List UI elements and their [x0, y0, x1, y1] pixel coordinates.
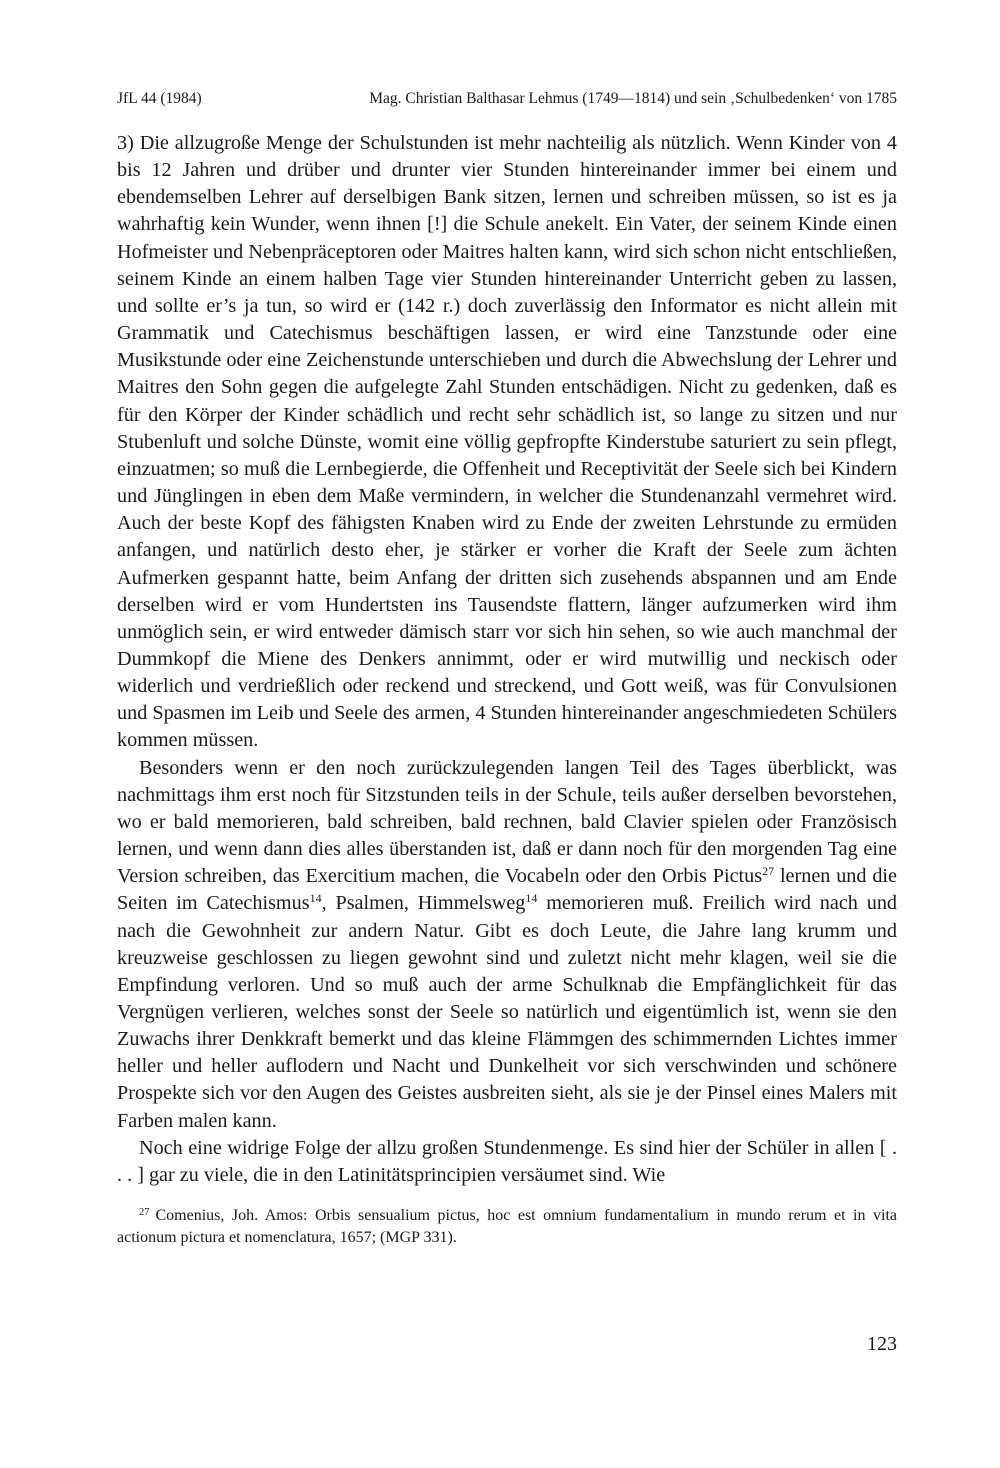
- paragraph-text: 3) Die allzugroße Menge der Schulstunden ist mehr nachteilig als nützlich. Wenn Kinder von 4 bis 12 Jahren und drüber und drunter vier Stunden hintereinander immer bei einem und ebendemselben Lehrer auf derselbigen Bank sitzen, lernen und schreiben müssen, so ist es ja wahrhaftig kein Wunder, wenn ihnen [!] die Schule anekelt. Ein Vater, der seinem Kinde einen Hofmeister und Nebenpräceptoren oder Maitres halten kann, wird sich schon nicht entschließen, seinem Kinde an einem halben Tage vier Stunden hintereinander Unterricht geben zu lassen, und sollte er’s ja tun, so wird er (142 r.) doch zuverlässig den Informator es nicht allein mit Grammatik und Catechismus beschäftigen lassen, er wird eine Tanzstunde oder eine Musikstunde oder eine Zeichenstunde unterschieben und durch die Abwechslung der Lehrer und Maitres den Sohn gegen die aufgelegte Zahl Stunden entschädigen. Nicht zu gedenken, daß es für den Körper der Kinder schädlich und recht sehr schädlich ist, so lange zu sitzen und nur Stubenluft und solche Dünste, womit eine völlig gepfropfte Kinderstube saturiert zu sein pflegt, einzuatmen; so muß die Lernbegierde, die Offenheit und Receptivität der Seele sich bei Kindern und Jünglingen in eben dem Maße vermindern, in welcher die Stundenanzahl vermehret wird. Auch der beste Kopf des fähigsten Knaben wird zu Ende der zweiten Lehrstunde zu ermüden anfangen, und natürlich desto eher, je stärker er vorher die Kraft der Seele zum ächten Aufmerken gespannt hatte, beim Anfang der dritten sich zusehends abspannen und am Ende derselben wird er vom Hundertsten ins Tausendste flattern, länger aufzumerken wird ihm unmöglich sein, er wird entweder dämisch starr vor sich hin sehen, so wie auch manchmal der Dummkopf die Miene des Denkers annimmt, oder er wird mutwillig und neckisch oder widerlich und verdrießlich oder reckend und streckend, und Gott weiß, was für Convulsionen und Spasmen im Leib und Seele des armen, 4 Stunden hintereinander angeschmiedeten Schülers kommen müssen.: [117, 132, 897, 752]
- running-head-title: Mag. Christian Balthasar Lehmus (1749—1814) und sein ‚Schulbedenken‘ von 1785: [369, 90, 897, 107]
- body-text: [117, 130, 897, 1189]
- footnote: [117, 1205, 897, 1248]
- paragraph-text: , Psalmen, Himmelsweg: [321, 892, 526, 915]
- paragraph-text: Besonders wenn er den noch zurückzulegenden langen Teil des Tages überblickt, was nachmittags ihm erst noch für Sitzstunden teils in der Schule, teils außer derselben bevorstehen, wo er bald memorieren, bald schreiben, bald rechnen, bald Clavier spielen oder Französisch lernen, und wenn dann dies alles überstanden ist, daß er dann noch für den morgenden Tag eine Version schreiben, das Exercitium machen, die Vocabeln oder den Orbis Pictus: [117, 756, 897, 888]
- body-paragraph: [117, 130, 897, 755]
- footnote-text: Comenius, Joh. Amos: Orbis sensualium pictus, hoc est omnium fundamentalium in mundo rerum et in vita actionum pictura et nomenclatura, 1657; (MGP 331).: [117, 1207, 897, 1246]
- page-number: 123: [867, 1333, 897, 1355]
- footnote-reference: 14: [525, 891, 538, 906]
- paragraph-text: Noch eine widrige Folge der allzu großen Stundenmenge. Es sind hier der Schüler in allen [ . . . ] gar zu viele, die in den Latinitätsprincipien versäumet sind. Wie: [117, 1136, 897, 1186]
- paragraph-text: lernen und die Seiten im Catechismus: [117, 865, 897, 915]
- body-paragraph: [117, 1135, 897, 1189]
- footnote-reference: 14: [309, 891, 322, 906]
- running-head: [117, 88, 897, 110]
- paragraph-text: memorieren muß. Freilich wird nach und nach die Gewohnheit zur andern Natur. Gibt es doch Leute, die Jahre lang krumm und kreuzweise geschlossen zu liegen gewohnt sind und zuletzt nicht mehr klagen, weil sie die Empfindung verloren. Und so muß auch der arme Schulknab die Empfänglichkeit für das Vergnügen verlieren, welches sonst der Seele so natürlich und eigentümlich ist, wenn sie den Zuwachs ihrer Denkkraft bemerkt und das kleine Flämmgen des schimmernden Lichtes immer heller und heller auflodern und Nacht und Dunkelheit vor sich verschwinden und schönere Prospekte sich vor den Augen des Geistes ausbreiten sieht, als sie je der Pinsel eines Malers mit Farben malen kann.: [117, 892, 898, 1132]
- footnote-reference: 27: [762, 864, 775, 879]
- footnote-marker: 27: [139, 1207, 150, 1219]
- body-paragraph: [117, 755, 897, 1135]
- page: [117, 88, 897, 1248]
- running-head-journal: JfL 44 (1984): [117, 90, 202, 107]
- footnotes: [117, 1205, 897, 1248]
